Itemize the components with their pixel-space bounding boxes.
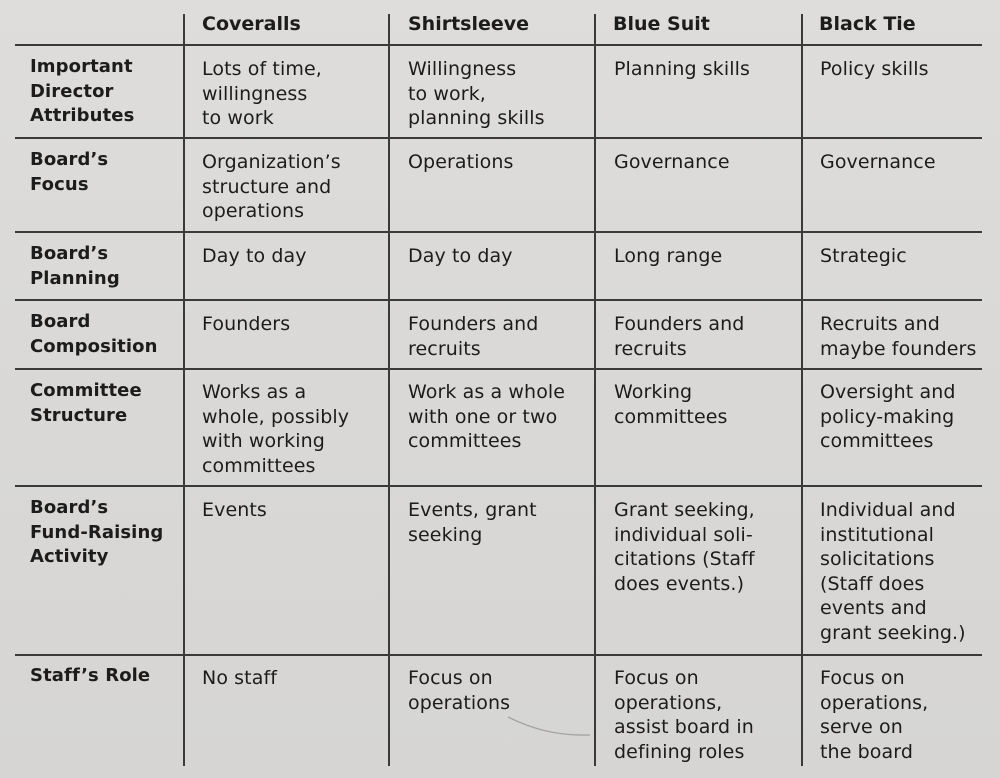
table-cell: Policy skills [820,58,929,80]
table-cell: Individual and institutional solicitations (Staff does events and grant seeking.) [820,499,966,644]
table-cell: Focus on operations, assist board in defining roles [614,667,754,763]
table-cell: Focus on operations [408,667,511,714]
table-cell: Planning skills [614,58,751,80]
row-label-fund-raising-activity: Board’s Fund-Raising Activity [30,497,164,567]
table-cell: Founders [202,313,291,335]
table-cell: Grant seeking, individual soli- citations (Staff does events.) [614,499,755,595]
column-header-shirtsleeve: Shirtsleeve [408,13,530,35]
table-cell: Long range [614,245,723,267]
table-cell: Strategic [820,245,907,267]
table-cell: Lots of time, willingness to work [202,58,322,129]
row-label-committee-structure: Committee Structure [30,380,142,426]
table-cell: Works as a whole, possibly with working committees [202,381,350,477]
column-header-blue-suit: Blue Suit [613,13,710,35]
table-cell: Operations [408,151,514,173]
table-cell: Events [202,499,267,521]
row-label-boards-focus: Board’s Focus [30,149,109,195]
table-cell: Recruits and maybe founders [820,313,977,360]
row-label-staffs-role: Staff’s Role [30,665,151,686]
table-cell: Governance [820,151,936,173]
table-cell: Day to day [202,245,307,267]
column-header-black-tie: Black Tie [819,13,916,35]
table-cell: Founders and recruits [614,313,745,360]
table-cell: Founders and recruits [408,313,539,360]
table-cell: Events, grant seeking [408,499,537,546]
column-header-coveralls: Coveralls [202,13,301,35]
table-cell: Focus on operations, serve on the board [820,667,929,763]
table-cell: Willingness to work, planning skills [408,58,545,129]
row-label-board-composition: Board Composition [30,311,158,357]
row-label-director-attributes: Important Director Attributes [30,56,135,126]
table-cell: No staff [202,667,278,689]
table-cell: Working committees [614,381,728,428]
table-cell: Day to day [408,245,513,267]
table-cell: Governance [614,151,730,173]
table-cell: Work as a whole with one or two committees [408,381,566,452]
row-label-boards-planning: Board’s Planning [30,243,120,289]
table-cell: Organization’s structure and operations [202,151,341,222]
table-cell: Oversight and policy-making committees [820,381,956,452]
